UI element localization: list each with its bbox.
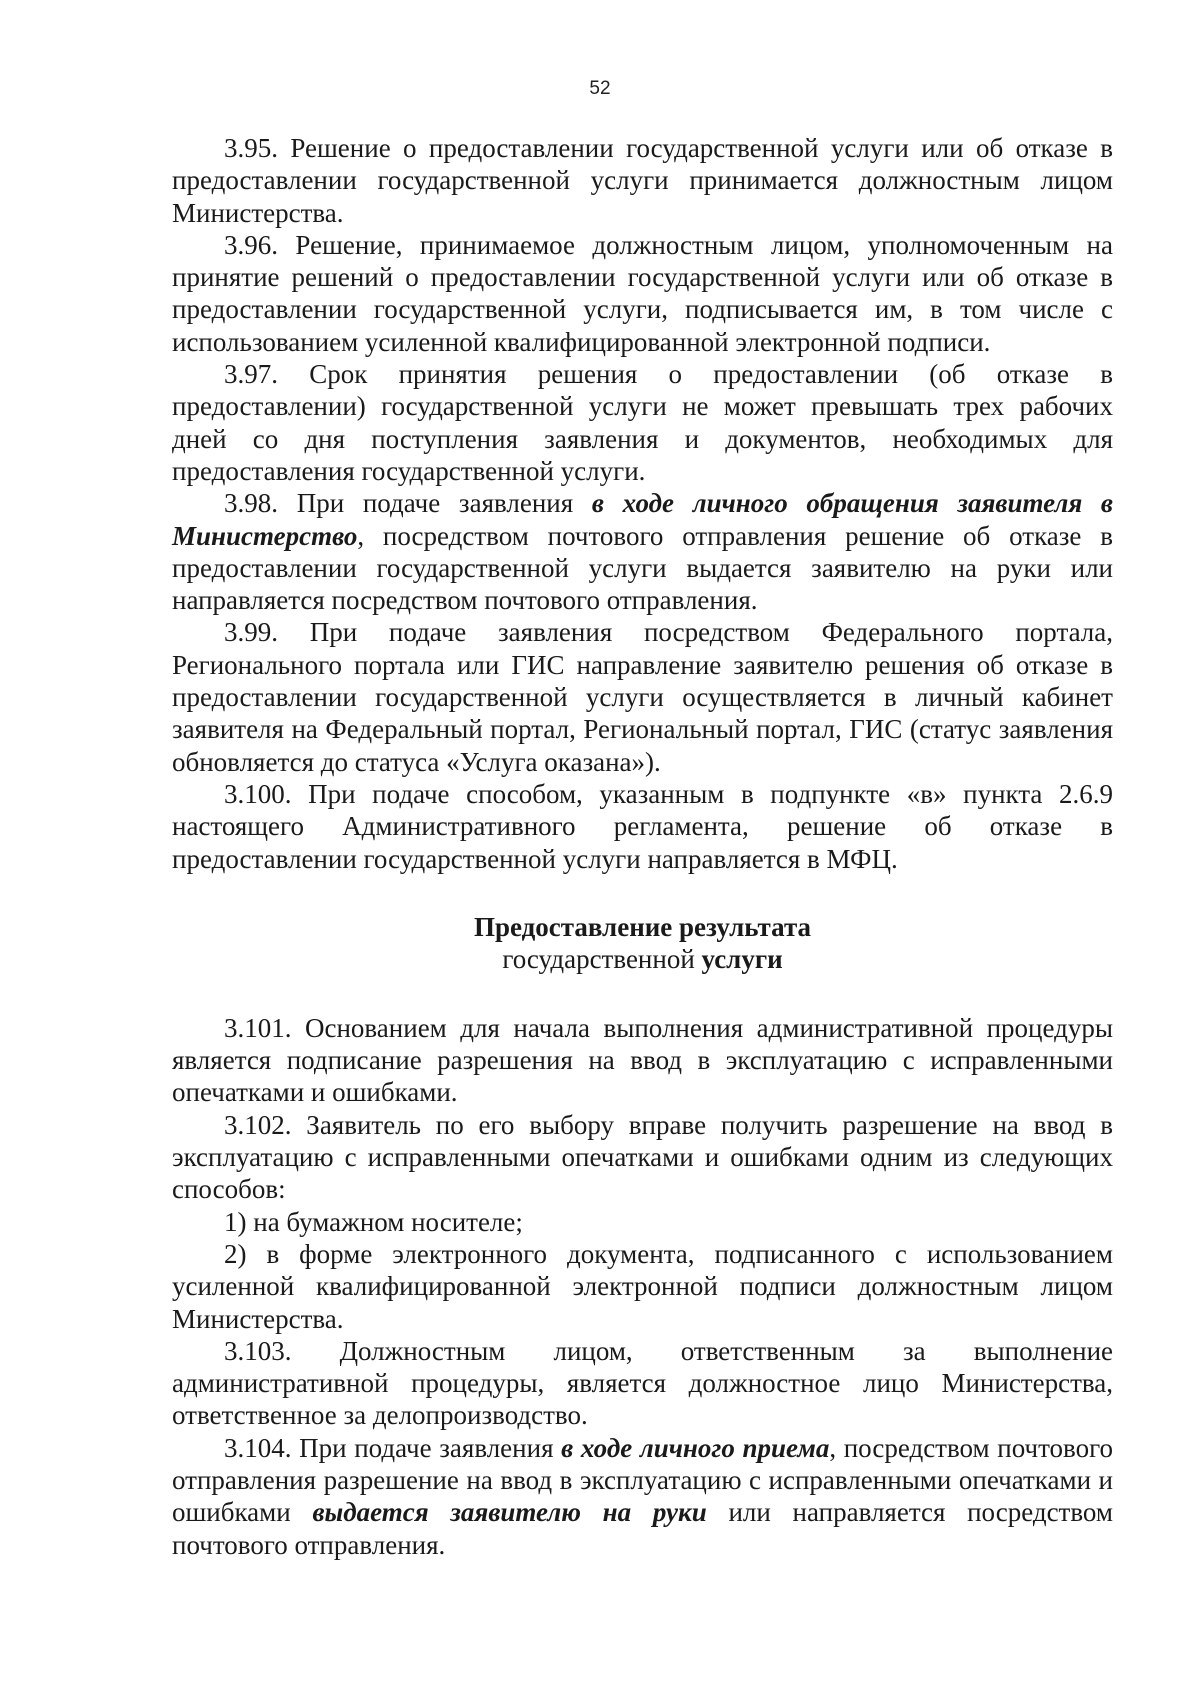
list-item-1: 1) на бумажном носителе; [224, 1206, 523, 1237]
paragraph-3-95: 3.95. Решение о предоставлении государственной услуги или об отказе в предоставлении государственной услуги принимается должностным лицом Министерства. [172, 133, 1113, 228]
page-number: 52 [589, 78, 611, 99]
paragraph-3-97: 3.97. Срок принятия решения о предоставлении (об отказе в предоставлении) государственной услуги не может превышать трех рабочих дней со дня поступления заявления и документов, необходимых для предоставления государственной услуги. [172, 359, 1113, 486]
paragraph-3-104-middle: , посредством почтового отправления разрешение на ввод в эксплуатацию с исправленными опечатками и ошибками [172, 1432, 1113, 1528]
paragraph-3-98-emphasis: в ходе личного обращения заявителя в Министерство [172, 488, 1113, 551]
section-heading-line-2 [172, 943, 1113, 975]
list-item-2: 2) в форме электронного документа, подписанного с использованием усиленной квалифицированной электронной подписи должностным лицом Министерства. [172, 1238, 1113, 1334]
paragraph-3-104-lead: 3.104. При подаче заявления [224, 1432, 562, 1463]
paragraph-3-102: 3.102. Заявитель по его выбору вправе получить разрешение на ввод в эксплуатацию с исправленными опечатками и ошибками одним из следующих способов: [172, 1109, 1113, 1205]
paragraph-3-104-emphasis-2: выдается заявителю на руки [312, 1497, 707, 1528]
paragraph-3-98-lead: 3.98. При подаче заявления [224, 488, 592, 519]
paragraph-3-96: 3.96. Решение, принимаемое должностным лицом, уполномоченным на принятие решений о предоставлении государственной услуги или об отказе в предоставлении государственной услуги, подписывается им, в том числе с использованием усиленной квалифицированной электронной подписи. [172, 229, 1113, 357]
paragraph-3-99: 3.99. При подаче заявления посредством Федерального портала, Регионального портала или ГИС направление заявителю решения об отказе в предоставлении государственной услуги осуществляется в личный кабинет заявителя на Федеральный портал, Региональный портал, ГИС (статус заявления обновляется до статуса «Услуга оказана»). [172, 617, 1113, 777]
paragraph-3-98 [172, 487, 1113, 616]
paragraph-3-104-emphasis-1: в ходе личного приема [561, 1432, 830, 1463]
paragraph-3-100: 3.100. При подаче способом, указанным в подпункте «в» пункта 2.6.9 настоящего Административного регламента, решение об отказе в предоставлении государственной услуги направляется в МФЦ. [172, 778, 1113, 874]
paragraph-3-103: 3.103. Должностным лицом, ответственным за выполнение административной процедуры, является должностное лицо Министерства, ответственное за делопроизводство. [172, 1335, 1113, 1431]
paragraph-3-101: 3.101. Основанием для начала выполнения административной процедуры является подписание разрешения на ввод в эксплуатацию с исправленными опечатками и ошибками. [172, 1012, 1113, 1108]
document-body [172, 132, 1113, 1561]
section-heading-line-1: Предоставление результата [473, 911, 812, 942]
paragraph-3-98-rest: , посредством почтового отправления решение об отказе в предоставлении государственной услуги выдается заявителю на руки или направляется посредством почтового отправления. [172, 520, 1113, 616]
section-heading-line-2-regular: государственной [502, 943, 702, 974]
paragraph-3-104-rest: или направляется посредством почтового отправления. [172, 1497, 1113, 1560]
section-heading-line-2-bold: услуги [701, 943, 783, 974]
paragraph-3-104 [172, 1432, 1113, 1561]
section-heading [172, 911, 1113, 975]
